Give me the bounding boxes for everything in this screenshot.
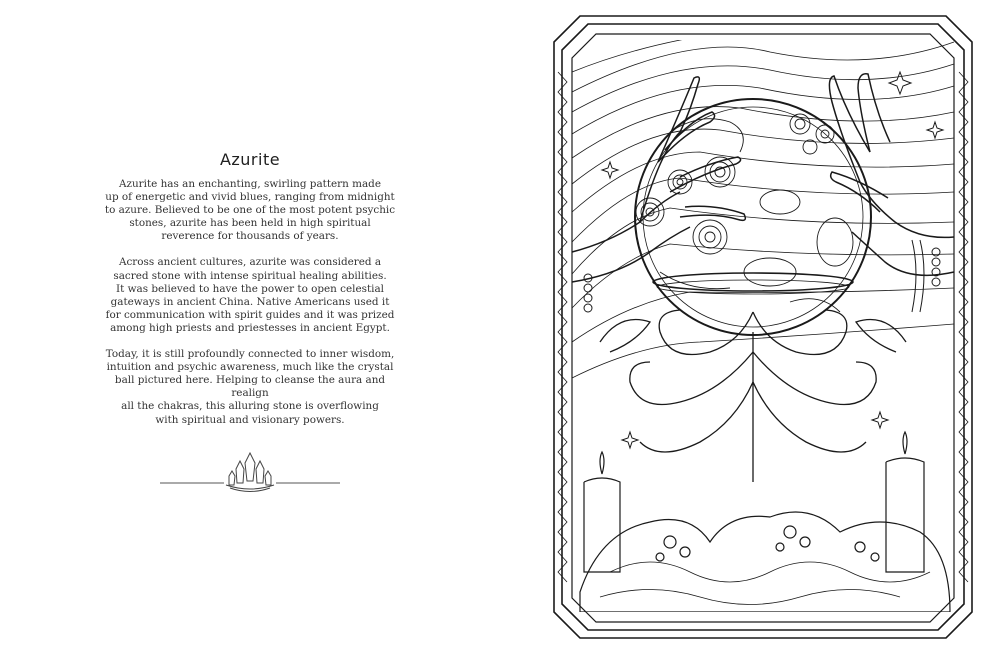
paragraph-2: Across ancient cultures, azurite was considered a sacred stone with intense spiritual healing abilities. It was believed to have the power to open celestial gateways in ancient China. Native Americans used it for communication with spirit guides and it was prized among high priests and priestesses in ancient Egypt. xyxy=(105,256,395,334)
right-page xyxy=(500,0,1001,650)
left-page xyxy=(0,0,500,650)
body-text xyxy=(95,178,405,440)
crystal-ball-hands-illustration xyxy=(540,12,986,642)
paragraph-3: Today, it is still profoundly connected to inner wisdom, intuition and psychic awareness, much like the crystal ball pictured here. Helping to cleanse the aura and realign all the chakras, this alluring stone is overflowing with spiritual and visionary powers. xyxy=(105,348,395,426)
page-title: Azurite xyxy=(219,150,281,169)
paragraph-1: Azurite has an enchanting, swirling pattern made up of energetic and vivid blues, ranging from midnight to azure. Believed to be one of the most potent psychic stones, azurite has been held in high spiritual reverence for thousands of years. xyxy=(104,178,396,243)
crystal-cluster-icon xyxy=(160,447,340,497)
